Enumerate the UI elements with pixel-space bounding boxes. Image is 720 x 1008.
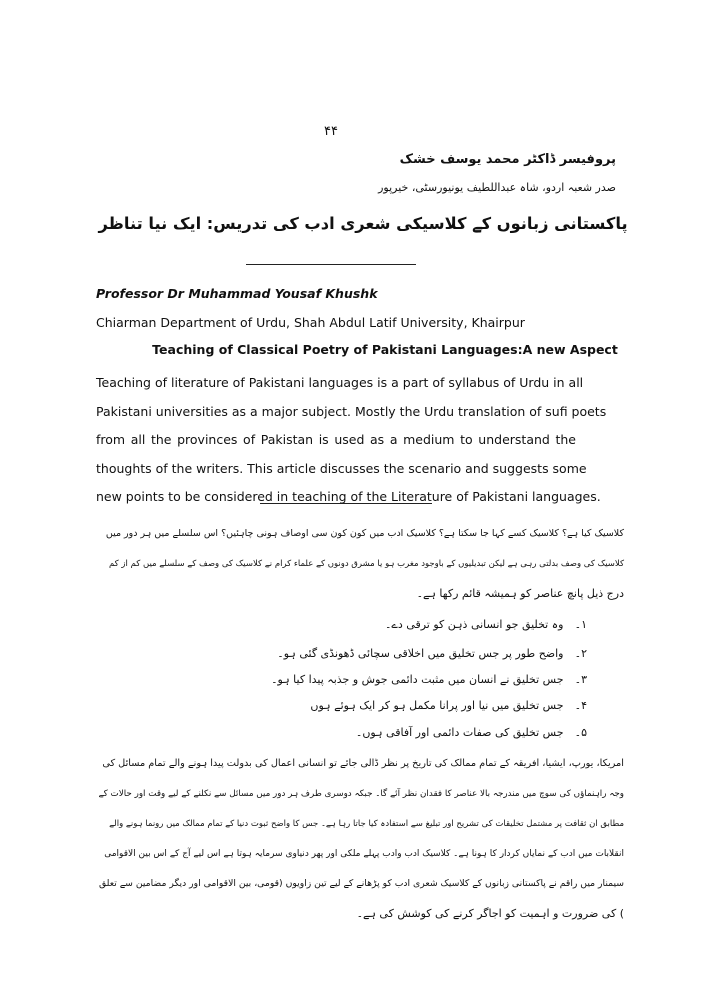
urdu-line: کلاسیک کی وصف بدلتی رہی ہے لیکن تبدیلیوں کے باوجود مغرب ہو یا مشرق دونوں کے علماء کرام نے کلاسیک کی وصف کے سلسلے میں کم از کم bbox=[109, 559, 624, 569]
urdu-line: سیمنار میں راقم نے پاکستانی زبانوں کے کلاسیک شعری ادب کو پڑھانے کے لیے تین زاویوں (قومی، بین الاقوامی اور دیگر مضامین سے تعلق bbox=[98, 878, 624, 889]
criteria-item bbox=[277, 647, 587, 660]
abstract-line: new points to be considered in teaching of the Literature of Pakistani languages. bbox=[96, 489, 601, 504]
criteria-item bbox=[310, 699, 587, 712]
urdu-line: ) کی ضرورت و اہمیت کو اجاگر کرنے کی کوشش کی ہے۔ bbox=[356, 907, 624, 920]
criteria-number: ۳۔ bbox=[574, 673, 587, 686]
urdu-intro-paragraph bbox=[96, 519, 624, 609]
criteria-item bbox=[385, 618, 587, 631]
urdu-line: انقلابات میں ادب کے نمایاں کردار کا ہونا ہے۔ کلاسیک ادب وادب پہلے ملکی اور پھر دنیاوی سرمایہ ہوتا ہے اس لیے آج کے اس بین الاقوامی bbox=[104, 849, 624, 859]
abstract-line: from all the provinces of Pakistan is used as a medium to understand the bbox=[96, 432, 576, 447]
criteria-number: ۵۔ bbox=[574, 726, 587, 739]
abstract-line: Teaching of literature of Pakistani languages is a part of syllabus of Urdu in all bbox=[96, 375, 584, 390]
criteria-text: وہ تخلیق جو انسانی ذہن کو ترقی دے۔ bbox=[384, 618, 564, 631]
abstract-line: thoughts of the writers. This article discusses the scenario and suggests some bbox=[96, 460, 587, 476]
criteria-item bbox=[356, 726, 587, 739]
english-author-name: Professor Dr Muhammad Yousaf Khushk bbox=[96, 286, 378, 301]
criteria-text: جس تخلیق نے انسان میں مثبت دائمی جوش و جذبہ پیدا کیا ہو۔ bbox=[271, 673, 564, 686]
urdu-line: کلاسیک کیا ہے؟ کلاسیک کسے کہا جا سکتا ہے؟ کلاسیک ادب میں کون کون سی اوصاف ہونی چاہئیں؟ اس سلسلے میں ہر دور میں bbox=[105, 528, 624, 539]
urdu-line: درج ذیل پانچ عناصر کو ہمیشہ قائم رکھا ہے۔ bbox=[416, 587, 624, 600]
urdu-closing-paragraph bbox=[96, 749, 624, 929]
urdu-author-name: پروفیسر ڈاکٹر محمد یوسف خشک bbox=[399, 152, 616, 167]
urdu-author-affiliation: صدر شعبہ اردو، شاہ عبداللطیف یونیورسٹی، خیرپور bbox=[378, 181, 616, 194]
urdu-line: امریکا، یورپ، ایشیا، افریقہ کے تمام ممالک کی تاریخ پر نظر ڈالی جائے تو انسانی اعمال کی بدولت پیدا ہونے والے تمام مسائل کی bbox=[102, 758, 624, 769]
abstract-divider bbox=[260, 503, 432, 504]
criteria-text: واضح طور پر جس تخلیق میں اخلاقی سچائی ڈھونڈی گئی ہو۔ bbox=[277, 647, 564, 660]
criteria-text: جس تخلیق کی صفات دائمی اور آفاقی ہوں۔ bbox=[355, 726, 564, 739]
english-abstract bbox=[96, 369, 607, 512]
abstract-line: Pakistani universities as a major subject. Mostly the Urdu translation of sufi poets bbox=[96, 403, 607, 419]
title-divider bbox=[246, 264, 416, 265]
urdu-line: مطابق ان ثقافت پر مشتمل تخلیقات کی تشریح اور تبلیغ سے استفادہ کیا جاتا رہا ہے۔ جس کا واضح ثبوت دنیا کے تمام ممالک میں رونما ہونے والے bbox=[109, 819, 624, 829]
urdu-article-title: پاکستانی زبانوں کے کلاسیکی شعری ادب کی تدریس: ایک نیا تناظر bbox=[98, 214, 628, 233]
criteria-text: جس تخلیق میں نیا اور پرانا مکمل ہو کر ایک ہوئے ہوں bbox=[310, 699, 564, 712]
english-article-title: Teaching of Classical Poetry of Pakistani Languages:A new Aspect bbox=[152, 342, 618, 357]
urdu-line: وجہ راہنماؤں کی سوچ میں مندرجہ بالا عناصر کا فقدان نظر آئے گا۔ جبکہ دوسری طرف ہر دور میں مسائل سے نکلنے کے لیے وقت اور حالات کے bbox=[98, 789, 624, 799]
criteria-number: ۴۔ bbox=[574, 699, 587, 712]
criteria-item bbox=[271, 673, 587, 686]
english-author-affiliation: Chiarman Department of Urdu, Shah Abdul Latif University, Khairpur bbox=[96, 315, 525, 330]
page-number: ۴۴ bbox=[324, 124, 338, 139]
criteria-number: ۲۔ bbox=[574, 647, 587, 660]
criteria-number: ۱۔ bbox=[574, 618, 587, 631]
